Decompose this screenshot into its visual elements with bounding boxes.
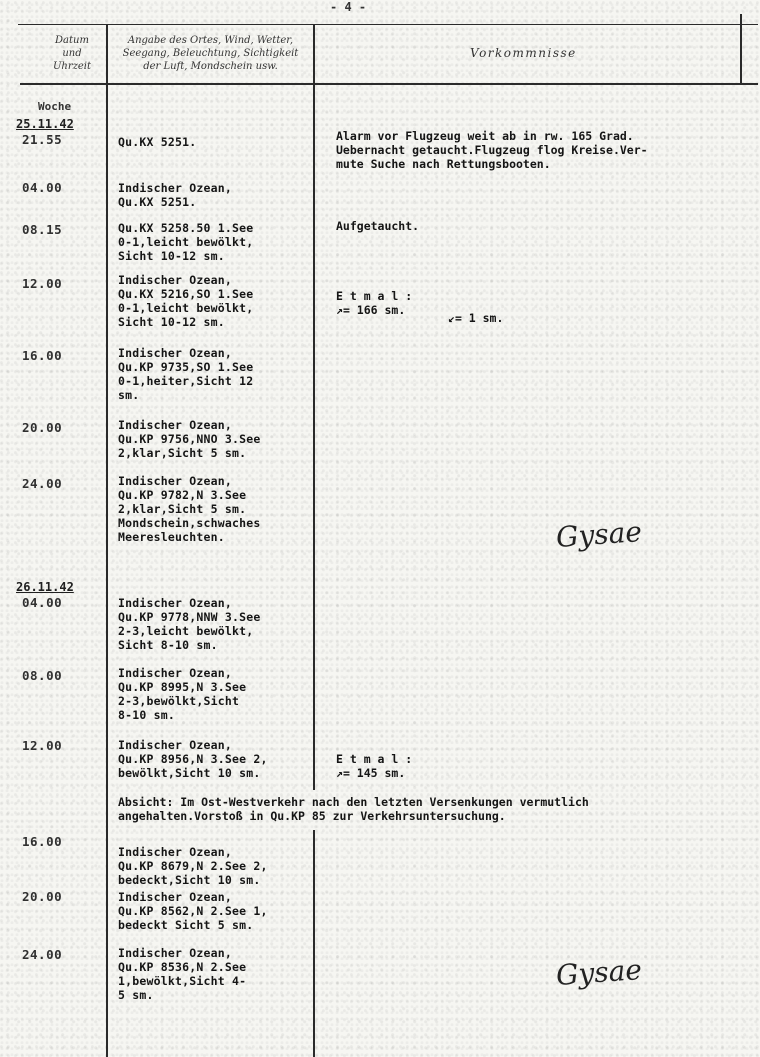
time-label: 21.55 xyxy=(22,132,63,147)
etmal-submerged-line xyxy=(448,297,648,325)
arrow-up-right-icon: ↗ xyxy=(336,766,343,780)
page-number: - 4 - xyxy=(330,0,367,14)
etmal-label: E t m a l : xyxy=(336,752,413,766)
location-entry: Indischer Ozean, Qu.KP 8995,N 3.See 2-3,bewölkt,Sicht 8-10 sm. xyxy=(118,666,247,722)
date-day-2: 26.11.42 xyxy=(16,580,74,594)
location-entry: Indischer Ozean, Qu.KX 5251. xyxy=(118,181,232,209)
location-entry: Qu.KX 5251. xyxy=(118,135,197,149)
etmal-label: E t m a l : xyxy=(336,289,413,303)
header-location-line-1: Angabe des Ortes, Wind, Wetter, xyxy=(127,35,294,46)
location-entry: Indischer Ozean, Qu.KP 8679,N 2.See 2, bedeckt,Sicht 10 sm. xyxy=(118,845,268,887)
header-top-rule xyxy=(18,24,758,25)
etmal-distance: = 145 sm. xyxy=(342,766,406,780)
column-rule-1 xyxy=(106,25,108,1057)
location-entry: Indischer Ozean, Qu.KP 8956,N 3.See 2, bewölkt,Sicht 10 sm. xyxy=(118,738,268,780)
time-label: 24.00 xyxy=(22,947,63,962)
header-time: Uhrzeit xyxy=(52,61,92,72)
location-entry: Indischer Ozean, Qu.KP 9782,N 3.See 2,klar,Sicht 5 sm. Mondschein,schwaches Meeresleuchten. xyxy=(118,474,261,544)
week-label: Woche xyxy=(38,100,72,113)
time-label: 16.00 xyxy=(22,348,63,363)
header-date: Datum xyxy=(55,35,89,46)
location-entry: Qu.KX 5258.50 1.See 0-1,leicht bewölkt, Sicht 10-12 sm. xyxy=(118,221,254,263)
header-location-line-2: Seegang, Beleuchtung, Sichtigkeit xyxy=(122,48,299,59)
location-entry: Indischer Ozean, Qu.KX 5216,SO 1.See 0-1,leicht bewölkt, Sicht 10-12 sm. xyxy=(118,273,254,329)
header-location-line-3: der Luft, Mondschein usw. xyxy=(143,61,278,72)
time-label: 08.00 xyxy=(22,668,63,683)
column-rule-2-lower xyxy=(313,830,315,1057)
column-rule-2 xyxy=(313,25,315,790)
header-location-weather xyxy=(108,34,313,73)
arrow-down-left-icon: ↙ xyxy=(448,311,455,325)
time-label: 20.00 xyxy=(22,889,63,904)
remark-entry: Aufgetaucht. xyxy=(336,219,420,233)
arrow-up-right-icon: ↗ xyxy=(336,303,343,317)
date-day-1: 25.11.42 xyxy=(16,117,74,131)
etmal-surface-distance: = 166 sm. xyxy=(342,303,406,317)
commander-signature: Gysae xyxy=(554,515,643,554)
time-label: 12.00 xyxy=(22,276,63,291)
header-bottom-rule xyxy=(20,83,758,85)
header-date-time xyxy=(38,34,106,73)
location-entry: Indischer Ozean, Qu.KP 8536,N 2.See 1,bewölkt,Sicht 4- 5 sm. xyxy=(118,946,247,1002)
time-label: 12.00 xyxy=(22,738,63,753)
time-label: 04.00 xyxy=(22,595,63,610)
etmal-entry-day-2 xyxy=(336,738,596,780)
time-label: 16.00 xyxy=(22,834,63,849)
time-label: 08.15 xyxy=(22,222,63,237)
intention-note: Absicht: Im Ost-Westverkehr nach den letzten Versenkungen vermutlich angehalten.Vorstoß in Qu.KP 85 zur Verkehrsuntersuchung. xyxy=(118,795,589,823)
location-entry: Indischer Ozean, Qu.KP 8562,N 2.See 1, bedeckt Sicht 5 sm. xyxy=(118,890,268,932)
header-remarks: Vorkommnisse xyxy=(470,46,577,60)
time-label: 20.00 xyxy=(22,420,63,435)
time-label: 04.00 xyxy=(22,180,63,195)
remark-entry: Alarm vor Flugzeug weit ab in rw. 165 Grad. Uebernacht getaucht.Flugzeug flog Kreise.Ver- mute Suche nach Rettungsbooten. xyxy=(336,129,648,171)
etmal-submerged-distance: = 1 sm. xyxy=(454,311,504,325)
commander-signature: Gysae xyxy=(554,953,643,992)
location-entry: Indischer Ozean, Qu.KP 9778,NNW 3.See 2-3,leicht bewölkt, Sicht 8-10 sm. xyxy=(118,596,261,652)
right-edge-rule xyxy=(740,14,742,84)
time-label: 24.00 xyxy=(22,476,63,491)
location-entry: Indischer Ozean, Qu.KP 9735,SO 1.See 0-1,heiter,Sicht 12 sm. xyxy=(118,346,254,402)
header-and: und xyxy=(62,48,82,59)
location-entry: Indischer Ozean, Qu.KP 9756,NNO 3.See 2,klar,Sicht 5 sm. xyxy=(118,418,261,460)
